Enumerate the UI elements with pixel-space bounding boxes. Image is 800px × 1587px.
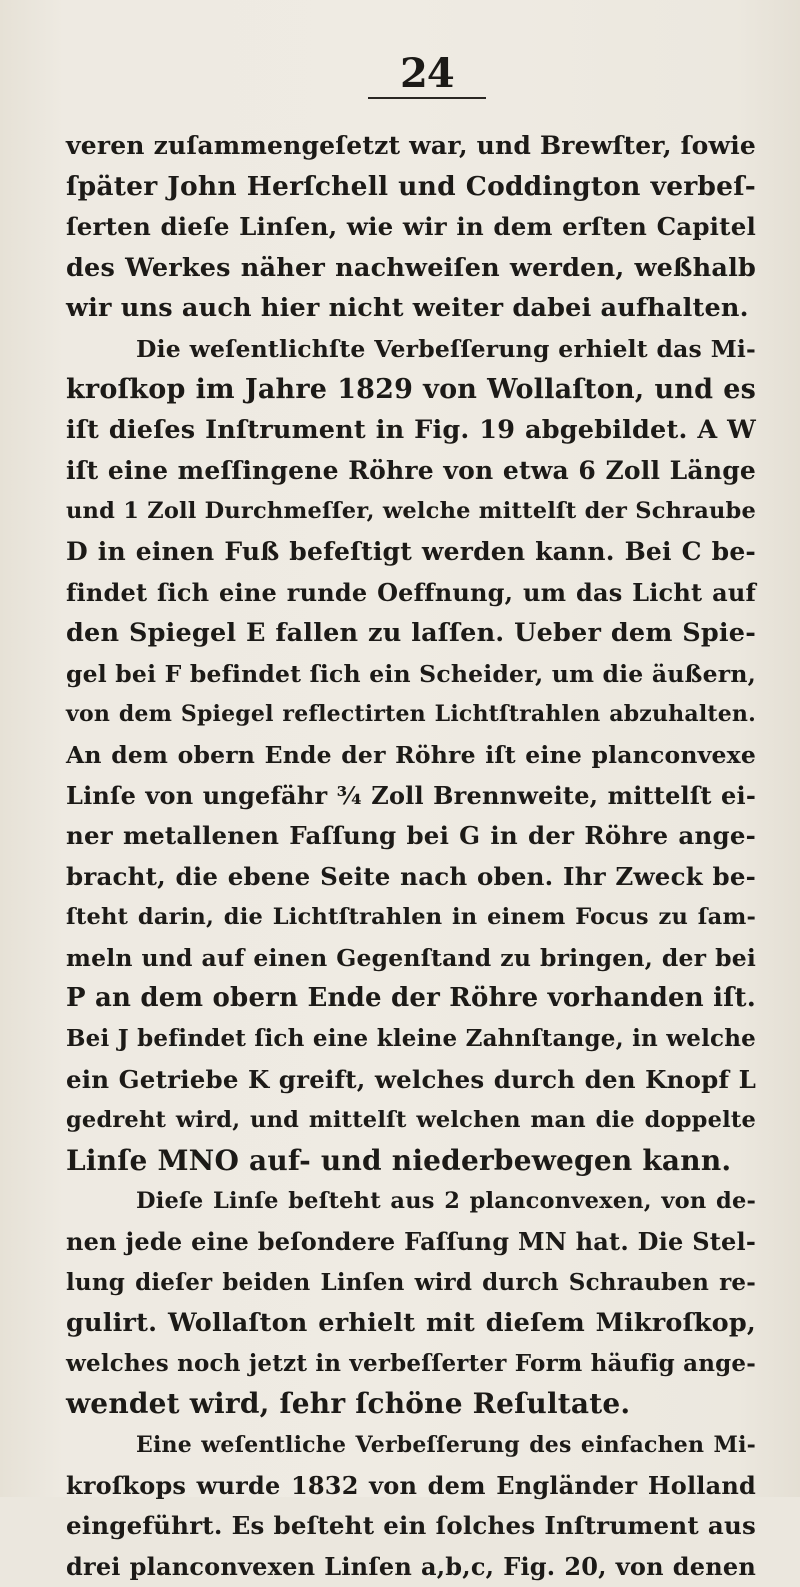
text-line: Die weſentlichſte Verbeſſerung erhielt das Mi- bbox=[136, 334, 756, 363]
text-line: welches noch jetzt in verbeſſerter Form häufig ange- bbox=[66, 1349, 757, 1377]
text-line: ſteht darin, die Lichtſtrahlen in einem Focus zu ſam- bbox=[66, 904, 756, 931]
text-line: meln und auf einen Gegenſtand zu bringen, der bei bbox=[66, 943, 756, 972]
text-line: Linſe MNO auf- und niederbewegen kann. bbox=[66, 1143, 732, 1177]
page-number: 24 bbox=[400, 50, 454, 97]
text-line: Bei J befindet ſich eine kleine Zahnſtange, in welche bbox=[66, 1025, 756, 1053]
text-line: P an dem obern Ende der Röhre vorhanden iſt. bbox=[66, 983, 756, 1014]
text-line: kroſkop im Jahre 1829 von Wollaſton, und es bbox=[66, 373, 756, 405]
body-text bbox=[66, 126, 756, 1587]
text-line: wendet wird, ſehr ſchöne Reſultate. bbox=[66, 1387, 631, 1421]
text-line: drei planconvexen Linſen a,b,c, Fig. 20, von denen bbox=[66, 1551, 756, 1581]
text-line: gedreht wird, und mittelſt welchen man die doppelte bbox=[66, 1107, 756, 1134]
text-line: gel bei F befindet ſich ein Scheider, um die äußern, bbox=[66, 659, 756, 688]
text-line: von dem Spiegel reflectirten Lichtſtrahlen abzuhalten. bbox=[66, 701, 756, 728]
text-line: ein Getriebe K greift, welches durch den Knopf L bbox=[66, 1064, 756, 1094]
text-line: veren zuſammengeſetzt war, und Brewſter, ſowie bbox=[66, 131, 757, 160]
text-line: kroſkops wurde 1832 von dem Engländer Holland bbox=[66, 1470, 756, 1500]
text-line: lung dieſer beiden Linſen wird durch Schrauben re- bbox=[66, 1268, 756, 1296]
text-line: iſt dieſes Inſtrument in Fig. 19 abgebildet. A W bbox=[66, 415, 756, 446]
text-line: wir uns auch hier nicht weiter dabei aufhalten. bbox=[66, 293, 749, 324]
page-header bbox=[0, 52, 800, 112]
text-line: D in einen Fuß befeſtigt werden kann. Bei C be- bbox=[66, 536, 756, 566]
text-line: den Spiegel E fallen zu laſſen. Ueber dem Spie- bbox=[66, 618, 756, 649]
text-line: An dem obern Ende der Röhre iſt eine planconvexe bbox=[66, 740, 756, 769]
text-line: nen jede eine beſondere Faſſung MN hat. Die Stel- bbox=[66, 1227, 756, 1257]
text-line: ner metallenen Faſſung bei G in der Röhre ange- bbox=[66, 821, 756, 851]
text-line: Linſe von ungefähr ¾ Zoll Brennweite, mittelſt ei- bbox=[66, 780, 756, 810]
text-line: ſpäter John Herſchell und Coddington verbeſ- bbox=[66, 170, 756, 202]
header-rule bbox=[368, 97, 486, 99]
text-line: Eine weſentliche Verbeſſerung des einfachen Mi- bbox=[136, 1432, 756, 1458]
text-line: bracht, die ebene Seite nach oben. Ihr Zweck be- bbox=[66, 861, 756, 891]
text-line: gulirt. Wollaſton erhielt mit dieſem Mikroſkop, bbox=[66, 1308, 756, 1339]
text-line: des Werkes näher nachweiſen werden, weßhalb bbox=[66, 252, 756, 283]
text-line: eingeführt. Es beſteht ein ſolches Inſtrument aus bbox=[66, 1511, 756, 1541]
text-line: Dieſe Linſe beſteht aus 2 planconvexen, von de- bbox=[136, 1188, 756, 1215]
text-line: ſerten dieſe Linſen, wie wir in dem erſten Capitel bbox=[66, 212, 756, 242]
text-line: iſt eine meſſingene Röhre von etwa 6 Zoll Länge bbox=[66, 455, 756, 485]
text-line: und 1 Zoll Durchmeſſer, welche mittelſt der Schraube bbox=[66, 498, 756, 525]
text-line: findet ſich eine runde Oeffnung, um das Licht auf bbox=[66, 577, 756, 607]
